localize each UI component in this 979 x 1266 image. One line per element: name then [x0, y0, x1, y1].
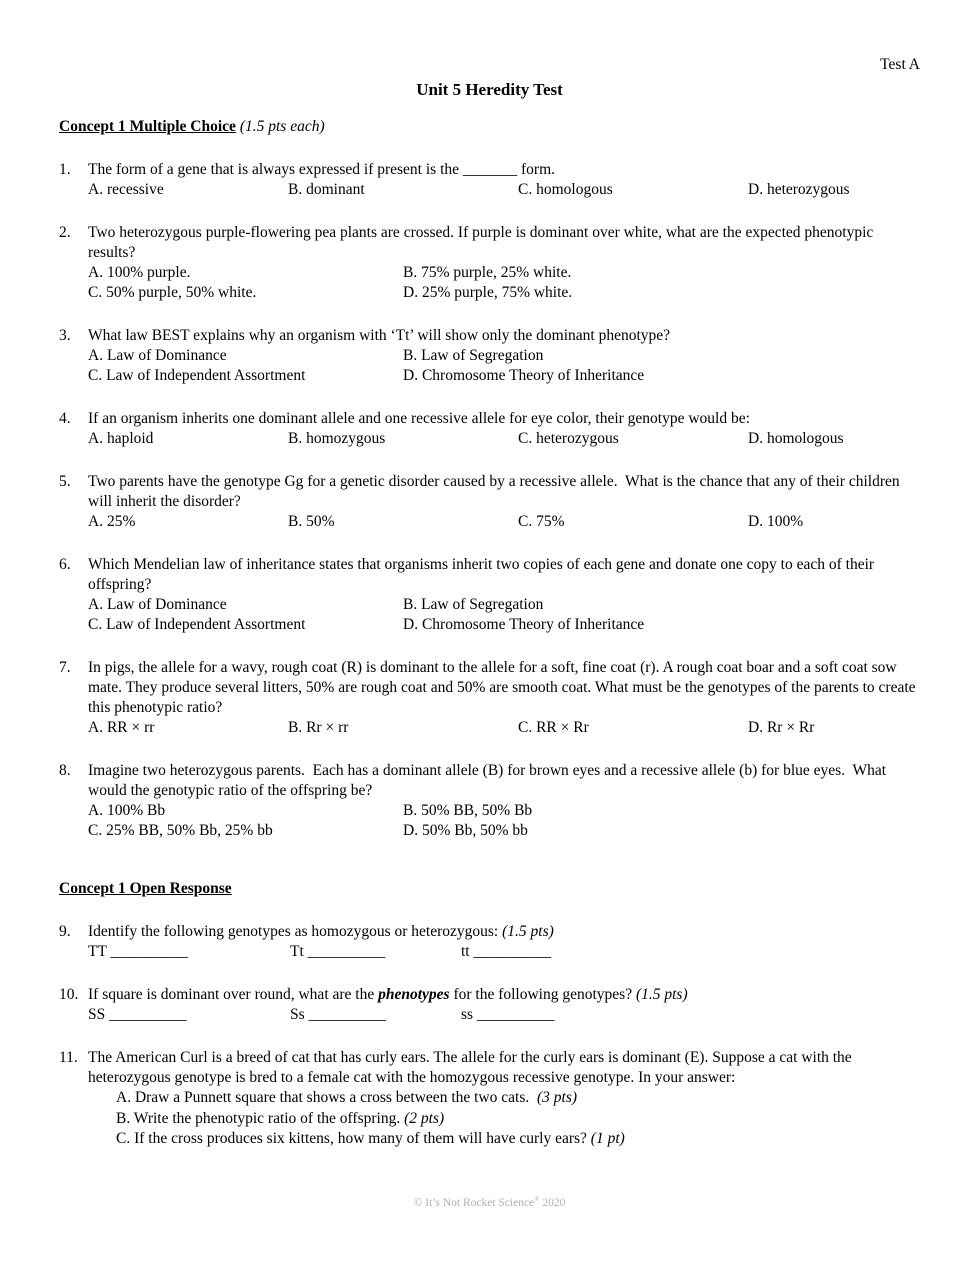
blank-tt — [461, 942, 920, 962]
answer-blank-line: __________ — [473, 943, 551, 960]
subitem-points: (1 pt) — [590, 1130, 625, 1147]
question-1 — [59, 160, 920, 200]
blank-Tt — [290, 942, 461, 962]
blank-label: ss — [461, 1006, 477, 1023]
option-d: D. heterozygous — [748, 181, 850, 198]
registered-trademark-symbol: ® — [534, 1195, 540, 1203]
question-number: 2. — [59, 224, 71, 241]
subitem-points: (2 pts) — [404, 1109, 445, 1127]
question-6 — [59, 555, 920, 635]
subitem-b — [116, 1109, 920, 1130]
blank-label: Ss — [290, 1006, 309, 1023]
answer-blank-line: __________ — [110, 943, 189, 960]
question-7 — [59, 658, 920, 738]
blank-label: Tt — [290, 943, 308, 960]
answer-blank-line: __________ — [308, 1006, 387, 1023]
option-b: B. Law of Segregation — [403, 596, 544, 613]
option-a: A. Law of Dominance — [88, 596, 227, 613]
question-text-main: If square is dominant over round, what are the — [88, 986, 379, 1003]
copyright-text: © It’s Not Rocket Science — [413, 1196, 535, 1209]
question-number: 10. — [59, 986, 79, 1003]
option-b: B. 50% — [288, 513, 335, 530]
subitem-c — [116, 1129, 920, 1150]
blank-label: tt — [461, 943, 474, 960]
option-c: C. 25% BB, 50% Bb, 25% bb — [88, 822, 273, 839]
question-11 — [59, 1048, 920, 1150]
question-number: 8. — [59, 762, 71, 779]
question-text-emphasis: phenotypes — [378, 986, 450, 1003]
option-b: B. Law of Segregation — [403, 347, 544, 364]
answer-blank-line: __________ — [307, 943, 386, 960]
option-a: A. Law of Dominance — [88, 347, 227, 364]
option-d: D. 100% — [748, 513, 804, 530]
answer-blank-line: __________ — [476, 1006, 555, 1023]
question-text-main: Identify the following genotypes as homozygous or heterozygous: — [88, 923, 503, 940]
question-points: (1.5 pts) — [635, 986, 688, 1003]
question-number: 5. — [59, 473, 71, 490]
copyright-footer — [0, 1192, 979, 1210]
question-3 — [59, 326, 920, 386]
subitem-a — [116, 1088, 920, 1109]
question-text: The American Curl is a breed of cat that has curly ears. The allele for the curly ears is dominant (E). Suppose a cat with the heterozygous genotype is bred to a female cat with the homozygous recessive genotype. In your answer: — [88, 1049, 856, 1086]
option-d: D. 50% Bb, 50% bb — [403, 822, 528, 839]
option-b: B. 75% purple, 25% white. — [403, 264, 572, 281]
question-text — [88, 985, 920, 1005]
option-c: C. Law of Independent Assortment — [88, 367, 306, 384]
question-text: Which Mendelian law of inheritance states that organisms inherit two copies of each gene and donate one copy to each of their offspring? — [88, 556, 878, 593]
option-a: A. haploid — [88, 430, 154, 447]
question-10 — [59, 985, 920, 1025]
answer-options — [88, 180, 920, 200]
question-number: 6. — [59, 556, 71, 573]
question-5 — [59, 472, 920, 532]
option-d: D. homologous — [748, 430, 844, 447]
question-points: (1.5 pts) — [502, 923, 554, 940]
blank-ss — [461, 1005, 920, 1025]
question-subitems — [116, 1088, 920, 1150]
option-d: D. Chromosome Theory of Inheritance — [403, 367, 645, 384]
section-heading-multiple-choice — [59, 117, 920, 137]
question-8 — [59, 761, 920, 841]
answer-options — [88, 512, 920, 532]
blank-TT — [88, 942, 290, 962]
option-c: C. 75% — [518, 513, 565, 530]
question-text: Imagine two heterozygous parents. Each has a dominant allele (B) for brown eyes and a recessive allele (b) for blue eyes. What would the genotypic ratio of the offspring be? — [88, 762, 890, 799]
question-text: What law BEST explains why an organism with ‘Tt’ will show only the dominant phenotype? — [88, 327, 671, 344]
option-a: A. 100% Bb — [88, 802, 166, 819]
question-number: 3. — [59, 327, 71, 344]
test-version-label: Test A — [880, 56, 920, 73]
question-4 — [59, 409, 920, 449]
option-b: B. homozygous — [288, 430, 386, 447]
question-number: 11. — [59, 1049, 78, 1066]
section-heading-text: Concept 1 Open Response — [59, 880, 232, 897]
subitem-text: C. If the cross produces six kittens, how many of them will have curly ears? — [116, 1130, 591, 1147]
section-heading-open-response — [59, 879, 920, 899]
option-c: C. heterozygous — [518, 430, 619, 447]
option-d: D. Chromosome Theory of Inheritance — [403, 616, 645, 633]
copyright-year: 2020 — [539, 1196, 566, 1209]
genotype-blanks — [88, 942, 920, 962]
question-number: 1. — [59, 161, 71, 178]
question-number: 9. — [59, 923, 71, 940]
answer-options — [88, 718, 920, 738]
answer-options — [88, 595, 920, 635]
question-text: The form of a gene that is always expressed if present is the _______ form. — [88, 161, 556, 178]
answer-blank-line: __________ — [109, 1006, 187, 1023]
question-text-main: for the following genotypes? — [449, 986, 636, 1003]
answer-options — [88, 346, 920, 386]
subitem-text: B. Write the phenotypic ratio of the offspring. — [116, 1109, 405, 1127]
question-2 — [59, 223, 920, 303]
blank-label: TT — [88, 943, 111, 960]
option-a: A. 100% purple. — [88, 264, 191, 281]
option-b: B. 50% BB, 50% Bb — [403, 802, 533, 819]
answer-options — [88, 263, 920, 303]
option-a: A. 25% — [88, 513, 136, 530]
option-c: C. RR × Rr — [518, 719, 589, 736]
question-text: Two heterozygous purple-flowering pea plants are crossed. If purple is dominant over white, what are the expected phenotypic results? — [88, 224, 878, 261]
genotype-blanks — [88, 1005, 920, 1025]
option-b: B. dominant — [288, 181, 365, 198]
page-title: Unit 5 Heredity Test — [416, 80, 563, 99]
option-d: D. Rr × Rr — [748, 719, 815, 736]
question-text: If an organism inherits one dominant allele and one recessive allele for eye color, their genotype would be: — [88, 410, 750, 427]
option-c: C. 50% purple, 50% white. — [88, 284, 257, 301]
question-number: 4. — [59, 410, 71, 427]
blank-Ss — [290, 1005, 461, 1025]
section-points: (1.5 pts each) — [239, 118, 325, 135]
option-a: A. RR × rr — [88, 719, 155, 736]
section-heading-text: Concept 1 Multiple Choice — [59, 118, 236, 135]
question-9 — [59, 922, 920, 962]
subitem-text: A. Draw a Punnett square that shows a cross between the two cats. — [116, 1089, 537, 1106]
option-d: D. 25% purple, 75% white. — [403, 284, 573, 301]
question-text — [88, 922, 920, 942]
subitem-points: (3 pts) — [536, 1089, 578, 1106]
blank-label: SS — [88, 1006, 110, 1023]
option-c: C. Law of Independent Assortment — [88, 616, 306, 633]
question-number: 7. — [59, 659, 71, 676]
option-c: C. homologous — [518, 181, 613, 198]
answer-options — [88, 801, 920, 841]
answer-options — [88, 429, 920, 449]
option-b: B. Rr × rr — [288, 719, 349, 736]
question-text: In pigs, the allele for a wavy, rough coat (R) is dominant to the allele for a soft, fine coat (r). A rough coat boar and a soft coat sow mate. They produce several litters, 50% are rough coat and 50% are smooth coat. What must be the genotypes of the parents to create this phenotypic ratio? — [88, 659, 920, 716]
blank-SS — [88, 1005, 290, 1025]
question-text: Two parents have the genotype Gg for a genetic disorder caused by a recessive allele. What is the chance that any of their children will inherit the disorder? — [88, 473, 904, 510]
option-a: A. recessive — [88, 181, 164, 198]
